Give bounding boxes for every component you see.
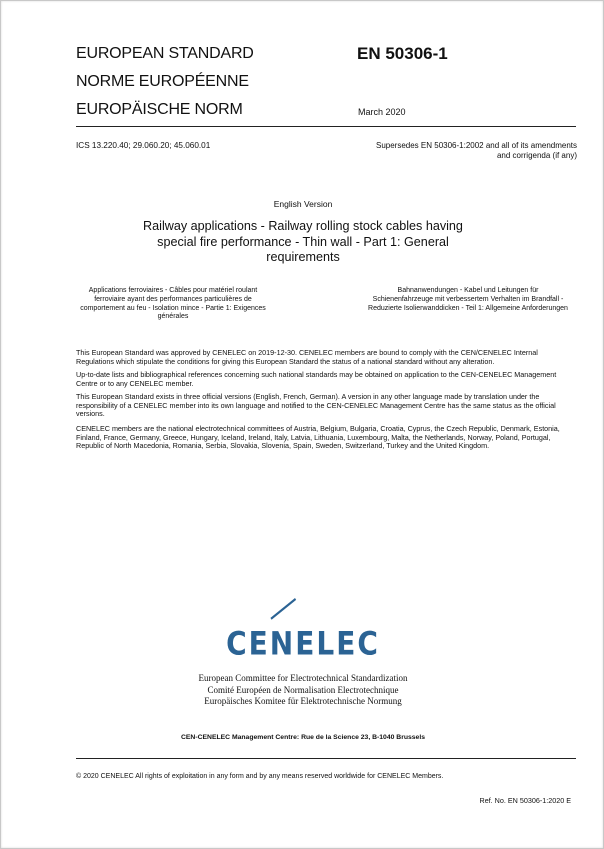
committee-name-en: European Committee for Electrotechnical Standardization <box>198 673 408 683</box>
supersedes-line-2: and corrigenda (if any) <box>496 151 577 160</box>
committee-names <box>1 673 604 708</box>
management-centre-address: CEN-CENELEC Management Centre: Rue de la Science 23, B-1040 Brussels <box>180 734 425 741</box>
committee-name-fr: Comité Européen de Normalisation Electrotechnique <box>207 684 399 695</box>
publication-date: March 2020 <box>358 107 406 117</box>
supersedes-note <box>277 141 577 161</box>
version-label: English Version <box>273 199 333 209</box>
reference-number: Ref. No. EN 50306-1:2020 E <box>479 796 571 805</box>
paragraph-approval: This European Standard was approved by CENELEC on 2019-12-30. CENELEC members are bound to comply with the CEN/CENELEC Internal Regulations which stipulate the conditions for giving this European Standard the status of a national standard without any alteration. <box>76 348 538 366</box>
document-title: Railway applications - Railway rolling stock cables having special fire performance - Thin wall - Part 1: General requirements <box>143 219 463 264</box>
french-title: Applications ferroviaires - Câbles pour matériel roulant ferroviaire ayant des performances particulières de comportement au feu - Isolation mince - Partie 1: Exigences générales <box>80 287 266 321</box>
header-divider <box>76 126 576 127</box>
cenelec-logo-text: CENELEC <box>226 624 380 663</box>
header-norme-europeenne: NORME EUROPÉENNE <box>76 73 249 90</box>
header-europaische-norm: EUROPÄISCHE NORM <box>76 101 243 118</box>
ics-codes: ICS 13.220.40; 29.060.20; 45.060.01 <box>76 141 211 150</box>
supersedes-line-1: Supersedes EN 50306-1:2002 and all of its amendments <box>375 141 577 150</box>
header-european-standard: EUROPEAN STANDARD <box>76 45 254 62</box>
paragraph-members: CENELEC members are the national electrotechnical committees of Austria, Belgium, Bulgaria, Croatia, Cyprus, the Czech Republic, Denmark, Estonia, Finland, France, Germany, Greece, Hungary, Iceland, Ireland, Italy, Latvia, Lithuania, Luxembourg, Malta, the Netherlands, Norway, Poland, Portugal, Republic of North Macedonia, Romania, Serbia, Slovakia, Slovenia, Spain, Sweden, Switzerland, Turkey and the United Kingdom. <box>76 424 560 451</box>
cenelec-logo <box>1 624 604 663</box>
paragraph-versions: This European Standard exists in three official versions (English, French, German). A version in any other language made by translation under the responsibility of a CENELEC member into its own language and notified to the CEN-CENELEC Management Centre has the same status as the official versions. <box>76 392 556 419</box>
footer-divider <box>76 758 576 759</box>
standard-number: EN 50306-1 <box>357 44 448 63</box>
committee-name-de: Europäisches Komitee für Elektrotechnische Normung <box>204 696 402 706</box>
copyright-notice: © 2020 CENELEC All rights of exploitation in any form and by any means reserved worldwide for CENELEC Members. <box>76 773 444 780</box>
german-title: Bahnanwendungen - Kabel und Leitungen für Schienenfahrzeuge mit verbessertem Verhalten im Brandfall - Reduzierte Isolierwanddicken - Teil 1: Allgemeine Anforderungen <box>368 287 568 312</box>
paragraph-references: Up-to-date lists and bibliographical references concerning such national standards may be obtained on application to the CEN-CENELEC Management Centre or to any CENELEC member. <box>76 370 557 388</box>
